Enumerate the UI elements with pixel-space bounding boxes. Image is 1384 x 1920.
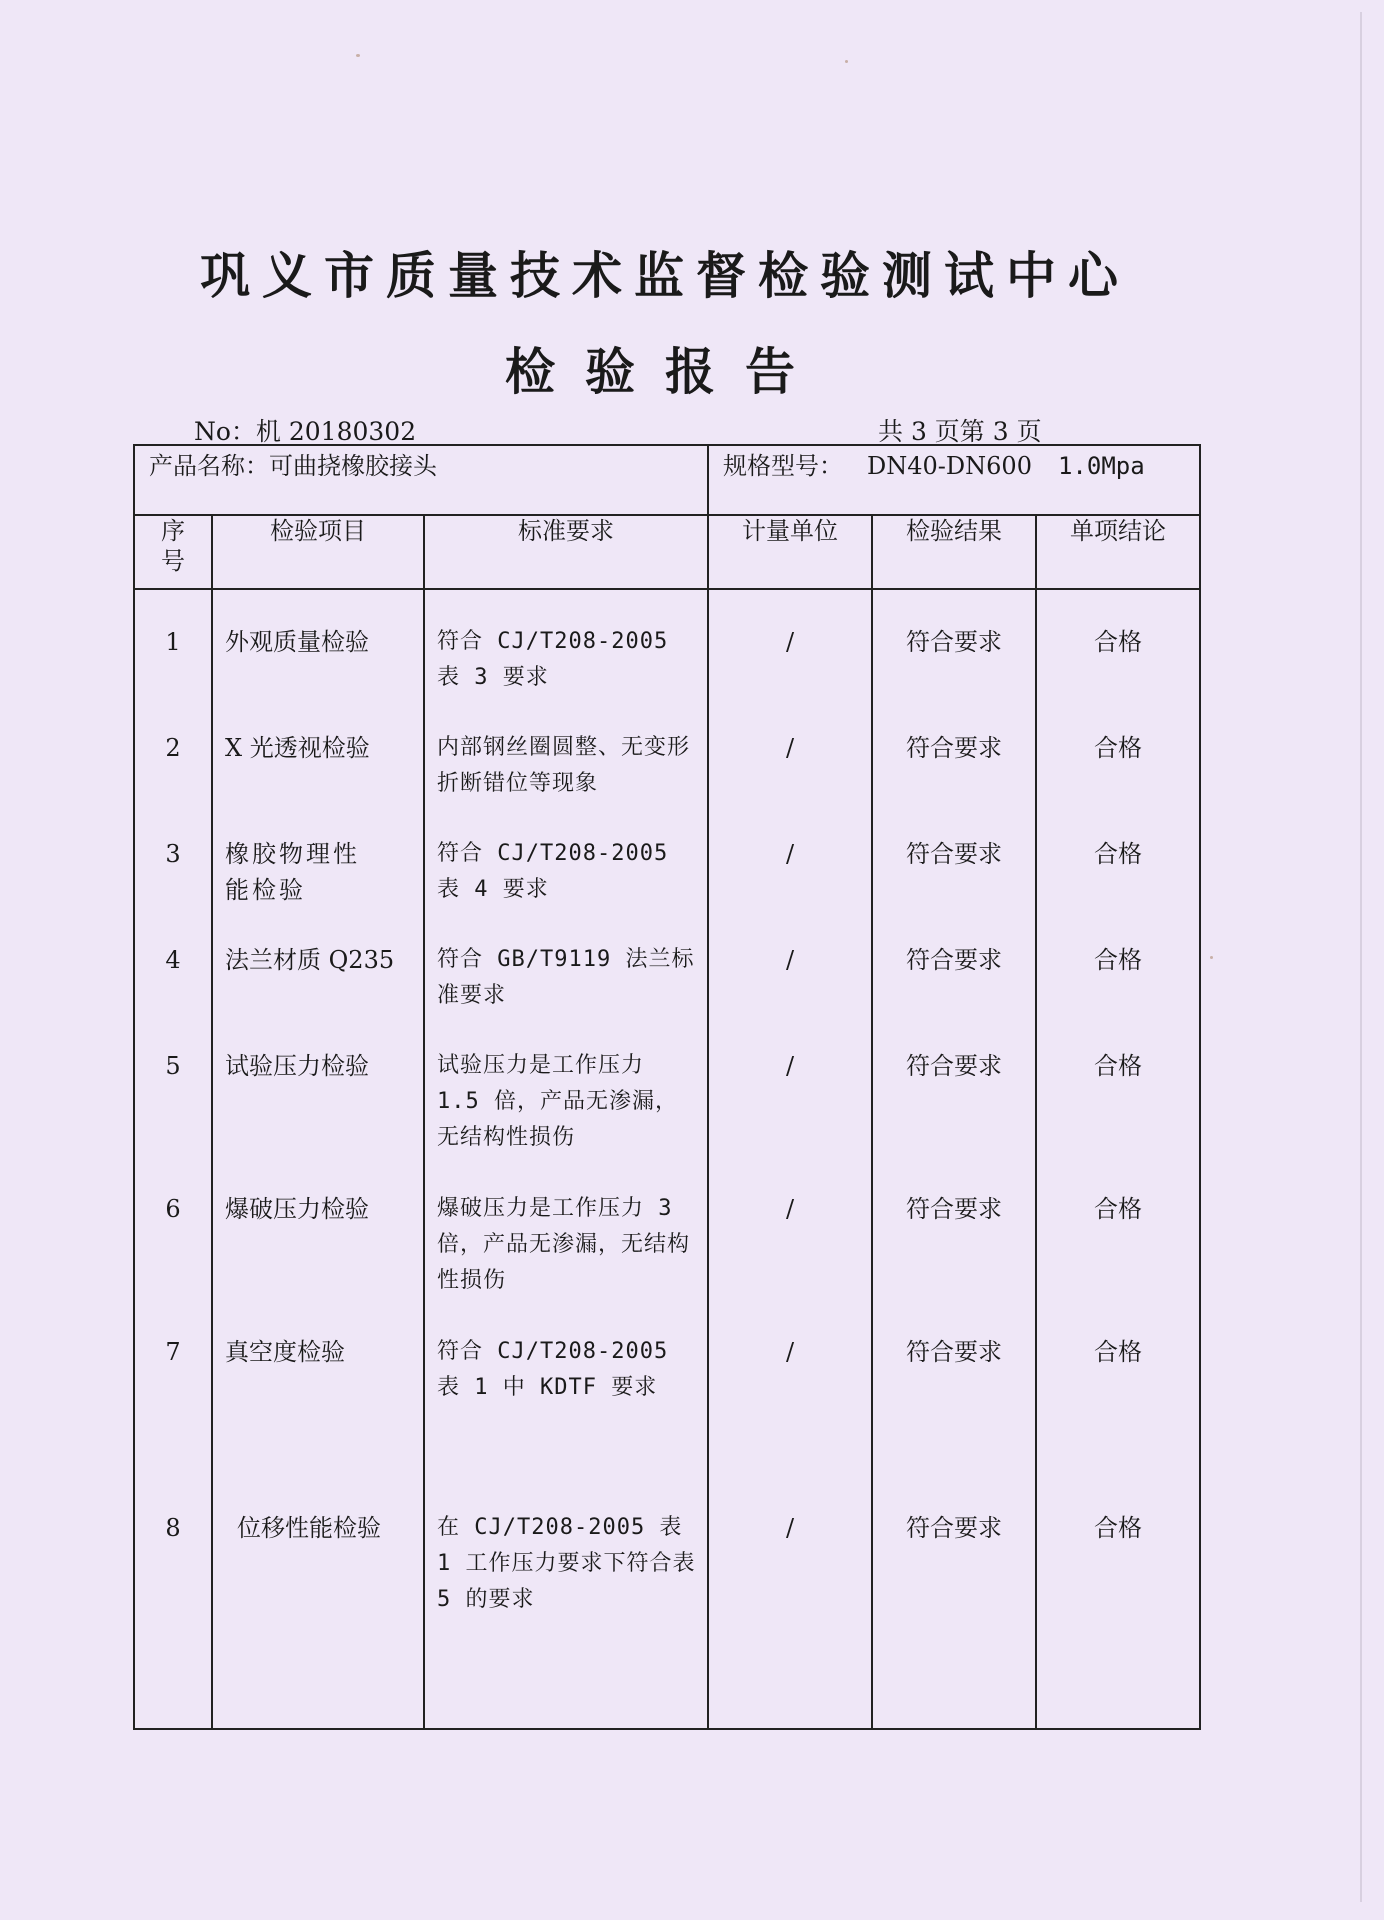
row-8-result: 符合要求 (906, 1514, 1003, 1542)
column-header-seq: 序号 (134, 515, 212, 589)
row-8-seq: 8 (165, 1514, 181, 1542)
row-1-standard: 符合 CJ/T208-2005 表 3 要求 (437, 629, 669, 690)
unit-column (708, 589, 872, 1729)
inspection-table (133, 444, 1201, 1730)
row-1-seq: 1 (165, 628, 181, 656)
row-3-conclusion: 合格 (1094, 840, 1143, 868)
column-header-standard: 标准要求 (424, 515, 708, 589)
row-6-conclusion: 合格 (1094, 1195, 1143, 1223)
row-8-standard: 在 CJ/T208-2005 表 1 工作压力要求下符合表 5 的要求 (437, 1515, 696, 1612)
row-8-item: 位移性能检验 (237, 1514, 381, 1542)
standard-column (424, 589, 708, 1729)
column-header-row (134, 515, 1200, 589)
row-1-unit: / (785, 628, 795, 656)
row-4-unit: / (785, 946, 795, 974)
row-5-conclusion: 合格 (1094, 1052, 1143, 1080)
result-column (872, 589, 1036, 1729)
row-5-item: 试验压力检验 (225, 1052, 369, 1080)
column-header-unit: 计量单位 (708, 515, 872, 589)
row-4-seq: 4 (165, 946, 181, 974)
row-5-unit: / (785, 1052, 795, 1080)
page-count: 共 3 页第 3 页 (878, 417, 1042, 446)
row-1-conclusion: 合格 (1094, 628, 1143, 656)
row-7-seq: 7 (165, 1338, 181, 1366)
row-4-standard: 符合 GB/T9119 法兰标准要求 (437, 947, 695, 1008)
row-2-standard: 内部钢丝圈圆整、无变形折断错位等现象 (437, 735, 691, 796)
row-2-conclusion: 合格 (1094, 734, 1143, 762)
row-2-item: X 光透视检验 (225, 734, 370, 762)
row-6-unit: / (785, 1195, 795, 1223)
document-title: 检验报告 (505, 343, 825, 401)
row-6-seq: 6 (165, 1195, 181, 1223)
row-6-item: 爆破压力检验 (225, 1195, 369, 1223)
row-3-unit: / (785, 840, 795, 868)
organization-title: 巩义市质量技术监督检验测试中心 (200, 247, 1130, 305)
row-2-seq: 2 (165, 734, 181, 762)
column-header-result: 检验结果 (872, 515, 1036, 589)
row-6-result: 符合要求 (906, 1195, 1003, 1223)
conclusion-column (1036, 589, 1200, 1729)
row-1-item: 外观质量检验 (225, 628, 369, 656)
item-column (212, 589, 424, 1729)
row-8-unit: / (785, 1514, 795, 1542)
product-name: 产品名称：可曲挠橡胶接头 (134, 445, 708, 515)
row-4-item: 法兰材质 Q235 (225, 946, 395, 974)
row-5-seq: 5 (165, 1052, 181, 1080)
row-5-result: 符合要求 (906, 1052, 1003, 1080)
row-3-result: 符合要求 (906, 840, 1003, 868)
row-7-conclusion: 合格 (1094, 1338, 1143, 1366)
row-7-result: 符合要求 (906, 1338, 1003, 1366)
row-6-standard: 爆破压力是工作压力 3 倍，产品无渗漏，无结构性损伤 (437, 1196, 691, 1293)
column-header-conclusion: 单项结论 (1036, 515, 1200, 589)
page-edge (1360, 12, 1362, 1902)
row-2-result: 符合要求 (906, 734, 1003, 762)
product-spec (708, 445, 1200, 515)
scan-speck (1210, 956, 1213, 959)
row-8-conclusion: 合格 (1094, 1514, 1143, 1542)
row-5-standard: 试验压力是工作压力 1.5 倍，产品无渗漏，无结构性损伤 (437, 1053, 678, 1150)
row-1-result: 符合要求 (906, 628, 1003, 656)
row-3-seq: 3 (165, 840, 181, 868)
column-header-item: 检验项目 (212, 515, 424, 589)
report-number: No：机 20180302 (194, 417, 417, 446)
row-2-unit: / (785, 734, 795, 762)
spec-value: DN40-DN600 (867, 452, 1032, 480)
row-3-standard: 符合 CJ/T208-2005 表 4 要求 (437, 841, 669, 902)
scan-speck (356, 54, 360, 57)
spec-rating: 1.0Mpa (1057, 452, 1145, 480)
row-4-result: 符合要求 (906, 946, 1003, 974)
row-7-unit: / (785, 1338, 795, 1366)
scan-speck (845, 60, 848, 63)
row-7-standard: 符合 CJ/T208-2005 表 1 中 KDTF 要求 (437, 1339, 669, 1400)
row-4-conclusion: 合格 (1094, 946, 1143, 974)
spec-label: 规格型号： (723, 452, 844, 480)
row-7-item: 真空度检验 (225, 1338, 345, 1366)
row-3-item: 橡胶物理性能检验 (225, 840, 360, 904)
product-info-row (134, 445, 1200, 515)
table-body-row (134, 589, 1200, 1729)
seq-column (134, 589, 212, 1729)
